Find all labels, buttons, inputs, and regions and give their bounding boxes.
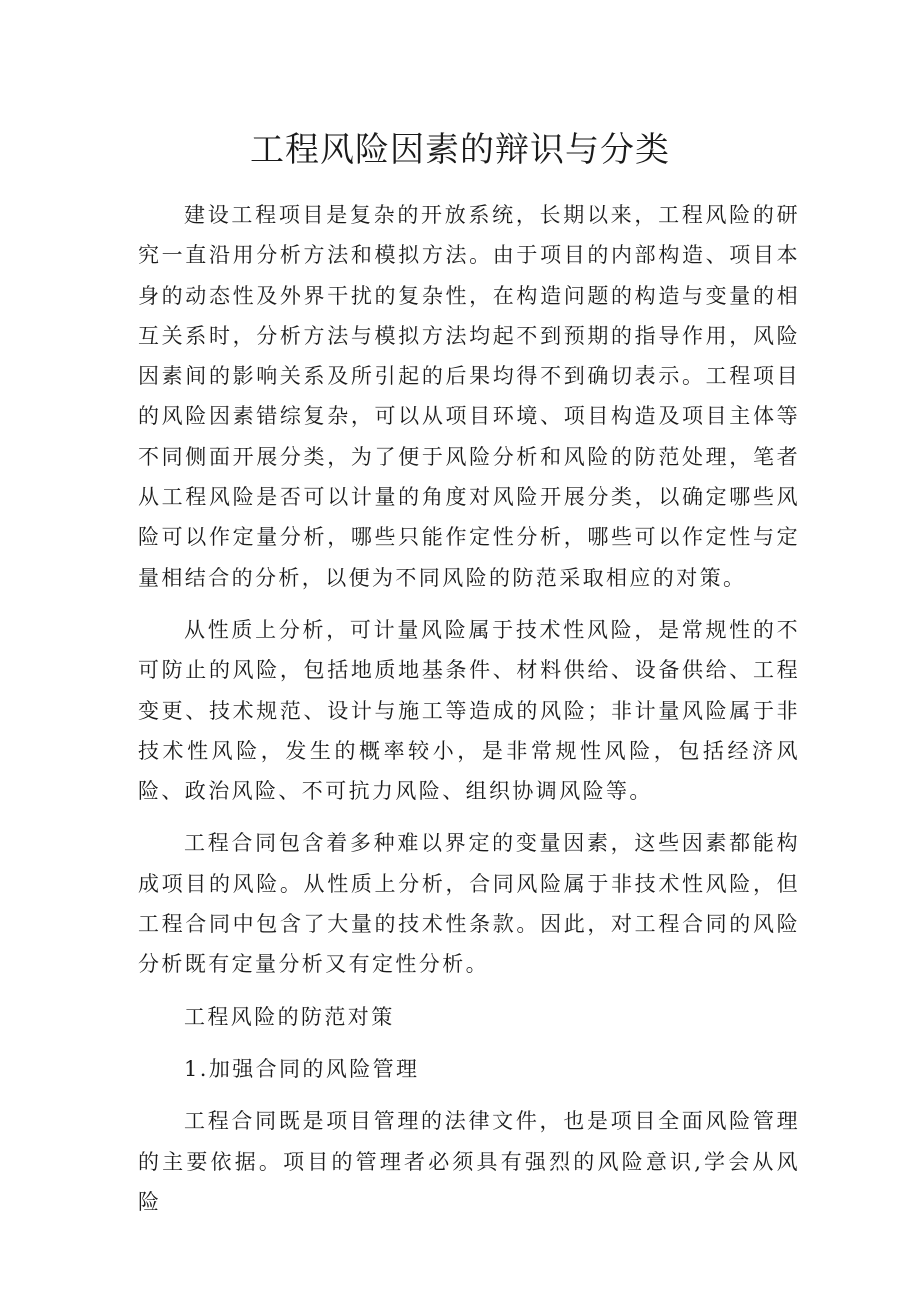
paragraph-contract-risk: 工程合同包含着多种难以界定的变量因素，这些因素都能构成项目的风险。从性质上分析，合同风险属于非技术性风险，但工程合同中包含了大量的技术性条款。因此，对工程合同的风险分析既有定量分析又有定性分析。	[138, 831, 800, 977]
paragraph-nature-analysis: 从性质上分析，可计量风险属于技术性风险，是常规性的不可防止的风险，包括地质地基条件、材料供给、设备供给、工程变更、技术规范、设计与施工等造成的风险；非计量风险属于非技术性风险，发生的概率较小，是非常规性风险，包括经济风险、政治风险、不可抗力风险、组织协调风险等。	[138, 617, 800, 804]
document-body	[138, 195, 800, 1222]
document-title: 工程风险因素的辩识与分类	[250, 130, 670, 170]
section-heading: 工程风险的防范对策	[184, 1004, 395, 1029]
paragraph-intro: 建设工程项目是复杂的开放系统，长期以来，工程风险的研究一直沿用分析方法和模拟方法。由于项目的内部构造、项目本身的动态性及外界干扰的复杂性，在构造问题的构造与变量的相互关系时，分析方法与模拟方法均起不到预期的指导作用，风险因素间的影响关系及所引起的后果均得不到确切表示。工程项目的风险因素错综复杂，可以从项目环境、项目构造及项目主体等不同侧面开展分类，为了便于风险分析和风险的防范处理，笔者从工程风险是否可以计量的角度对风险开展分类，以确定哪些风险可以作定量分析，哪些只能作定性分析，哪些可以作定性与定量相结合的分析，以便为不同风险的防范采取相应的对策。	[138, 203, 800, 590]
subsection-heading: 1.加强合同的风险管理	[184, 1056, 420, 1081]
paragraph-contract-management: 工程合同既是项目管理的法律文件，也是项目全面风险管理的主要依据。项目的管理者必须具有强烈的风险意识,学会从风险	[138, 1109, 800, 1214]
